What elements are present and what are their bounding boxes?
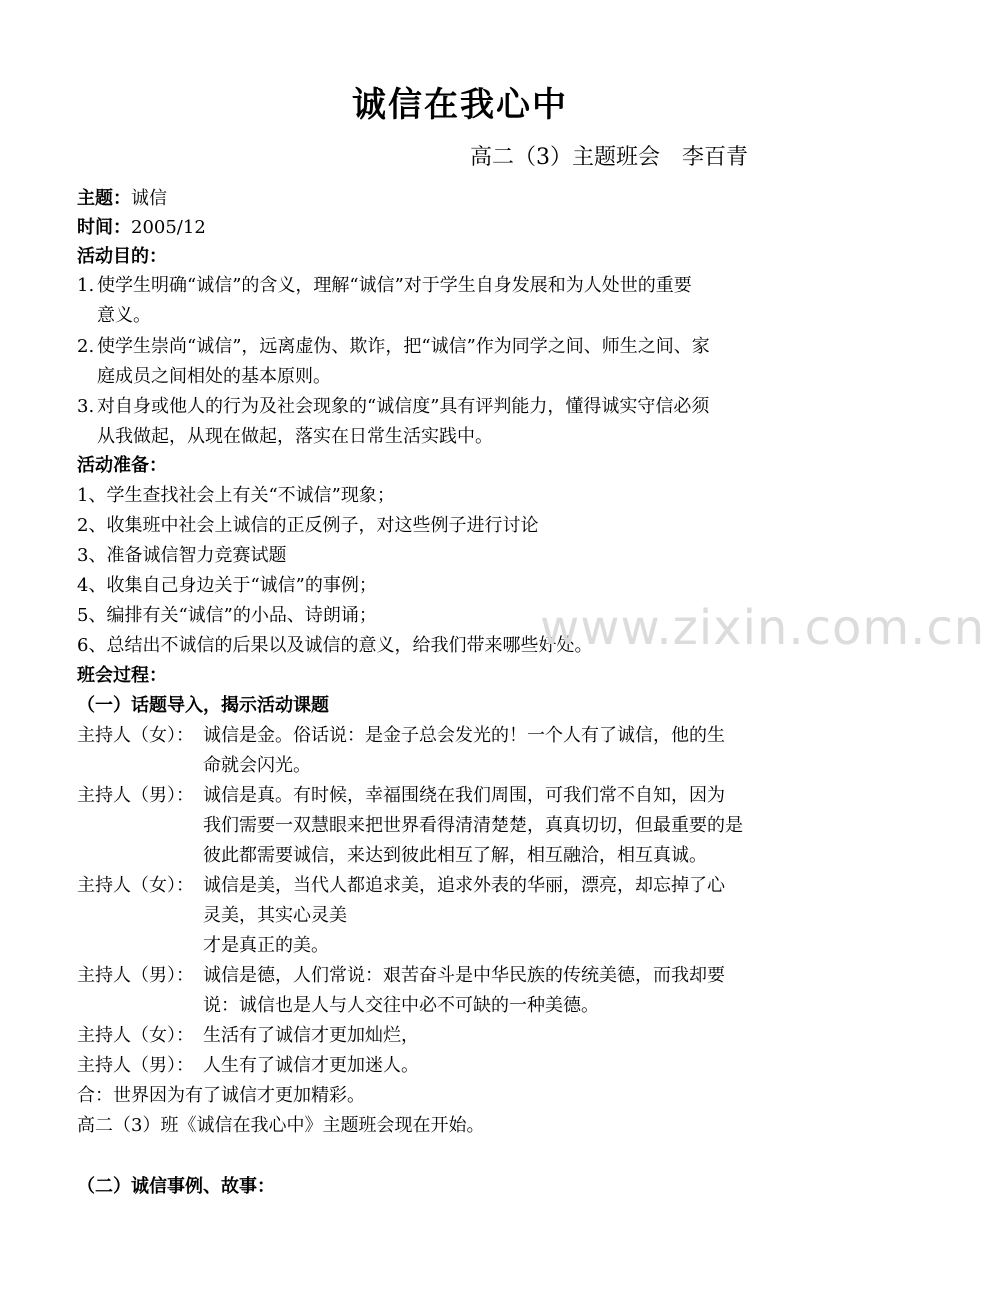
goal-text: 对自身或他人的行为及社会现象的“诚信度”具有评判能力，懂得诚实守信必须 bbox=[97, 396, 710, 417]
goal-item-1 bbox=[77, 271, 692, 301]
prep-item-4: 4、收集自己身边关于“诚信”的事例； bbox=[77, 575, 377, 596]
prep-item-3: 3、准备诚信智力竞赛试题 bbox=[77, 545, 287, 566]
goal-text: 使学生明确“诚信”的含义，理解“诚信”对于学生自身发展和为人处世的重要 bbox=[97, 275, 692, 296]
dialogue-line: 彼此都需要诚信，来达到彼此相互了解，相互融洽，相互真诚。 bbox=[203, 845, 707, 866]
dialogue-line: 人生有了诚信才更加迷人。 bbox=[203, 1055, 419, 1076]
time-value: 2005/12 bbox=[131, 217, 206, 238]
dialogue-line: 灵美，其实心灵美 bbox=[203, 905, 347, 926]
goal-number: 1. bbox=[77, 275, 95, 296]
part1-heading: （一）话题导入，揭示活动课题 bbox=[77, 695, 329, 716]
prep-item-2: 2、收集班中社会上诚信的正反例子，对这些例子进行讨论 bbox=[77, 515, 539, 536]
prep-heading: 活动准备： bbox=[77, 455, 167, 476]
goal-text: 使学生崇尚“诚信”，远离虚伪、欺诈，把“诚信”作为同学之间、师生之间、家 bbox=[97, 336, 710, 357]
prep-item-6: 6、总结出不诚信的后果以及诚信的意义，给我们带来哪些好处。 bbox=[77, 635, 593, 656]
goal-item-2-cont: 庭成员之间相处的基本原则。 bbox=[97, 366, 331, 387]
topic-line bbox=[77, 184, 167, 214]
goal-number: 3. bbox=[77, 396, 95, 417]
dialogue-line: 命就会闪光。 bbox=[203, 755, 311, 776]
dialogue-line: 生活有了诚信才更加灿烂， bbox=[203, 1025, 419, 1046]
dialogue-speaker-5: 主持人（女）： bbox=[77, 1025, 194, 1046]
goal-item-2 bbox=[77, 332, 710, 362]
dialogue-line: 诚信是金。俗话说：是金子总会发光的！一个人有了诚信，他的生 bbox=[203, 725, 725, 746]
watermark: www.zixin.com.cn bbox=[540, 600, 985, 656]
goals-heading: 活动目的： bbox=[77, 246, 167, 267]
document-subtitle: 高二（3）主题班会 李百青 bbox=[470, 145, 748, 170]
goal-item-3 bbox=[77, 392, 709, 422]
goal-item-3-cont: 从我做起，从现在做起，落实在日常生活实践中。 bbox=[97, 426, 493, 447]
topic-value: 诚信 bbox=[131, 188, 167, 209]
dialogue-speaker-1: 主持人（女）： bbox=[77, 725, 194, 746]
part2-heading: （二）诚信事例、故事： bbox=[77, 1176, 275, 1197]
goal-number: 2. bbox=[77, 336, 95, 357]
together-line: 合：世界因为有了诚信才更加精彩。 bbox=[77, 1085, 365, 1106]
opening-line: 高二（3）班《诚信在我心中》主题班会现在开始。 bbox=[77, 1115, 485, 1136]
topic-label: 主题： bbox=[77, 188, 131, 209]
dialogue-line: 诚信是真。有时候，幸福围绕在我们周围，可我们常不自知，因为 bbox=[203, 785, 725, 806]
dialogue-line: 诚信是德，人们常说：艰苦奋斗是中华民族的传统美德，而我却要 bbox=[203, 965, 725, 986]
dialogue-line: 诚信是美，当代人都追求美，追求外表的华丽，漂亮，却忘掉了心 bbox=[203, 875, 725, 896]
goal-item-1-cont: 意义。 bbox=[97, 305, 151, 326]
prep-item-5: 5、编排有关“诚信”的小品、诗朗诵； bbox=[77, 605, 377, 626]
dialogue-speaker-2: 主持人（男）： bbox=[77, 785, 194, 806]
dialogue-line: 才是真正的美。 bbox=[203, 935, 329, 956]
dialogue-speaker-3: 主持人（女）： bbox=[77, 875, 194, 896]
process-heading: 班会过程： bbox=[77, 665, 167, 686]
dialogue-line: 说：诚信也是人与人交往中必不可缺的一种美德。 bbox=[203, 995, 599, 1016]
time-line bbox=[77, 213, 206, 243]
dialogue-line: 我们需要一双慧眼来把世界看得清清楚楚，真真切切，但最重要的是 bbox=[203, 815, 743, 836]
document-title: 诚信在我心中 bbox=[352, 85, 568, 125]
dialogue-speaker-4: 主持人（男）： bbox=[77, 965, 194, 986]
prep-item-1: 1、学生查找社会上有关“不诚信”现象； bbox=[77, 485, 395, 506]
dialogue-speaker-6: 主持人（男）： bbox=[77, 1055, 194, 1076]
time-label: 时间： bbox=[77, 217, 131, 238]
